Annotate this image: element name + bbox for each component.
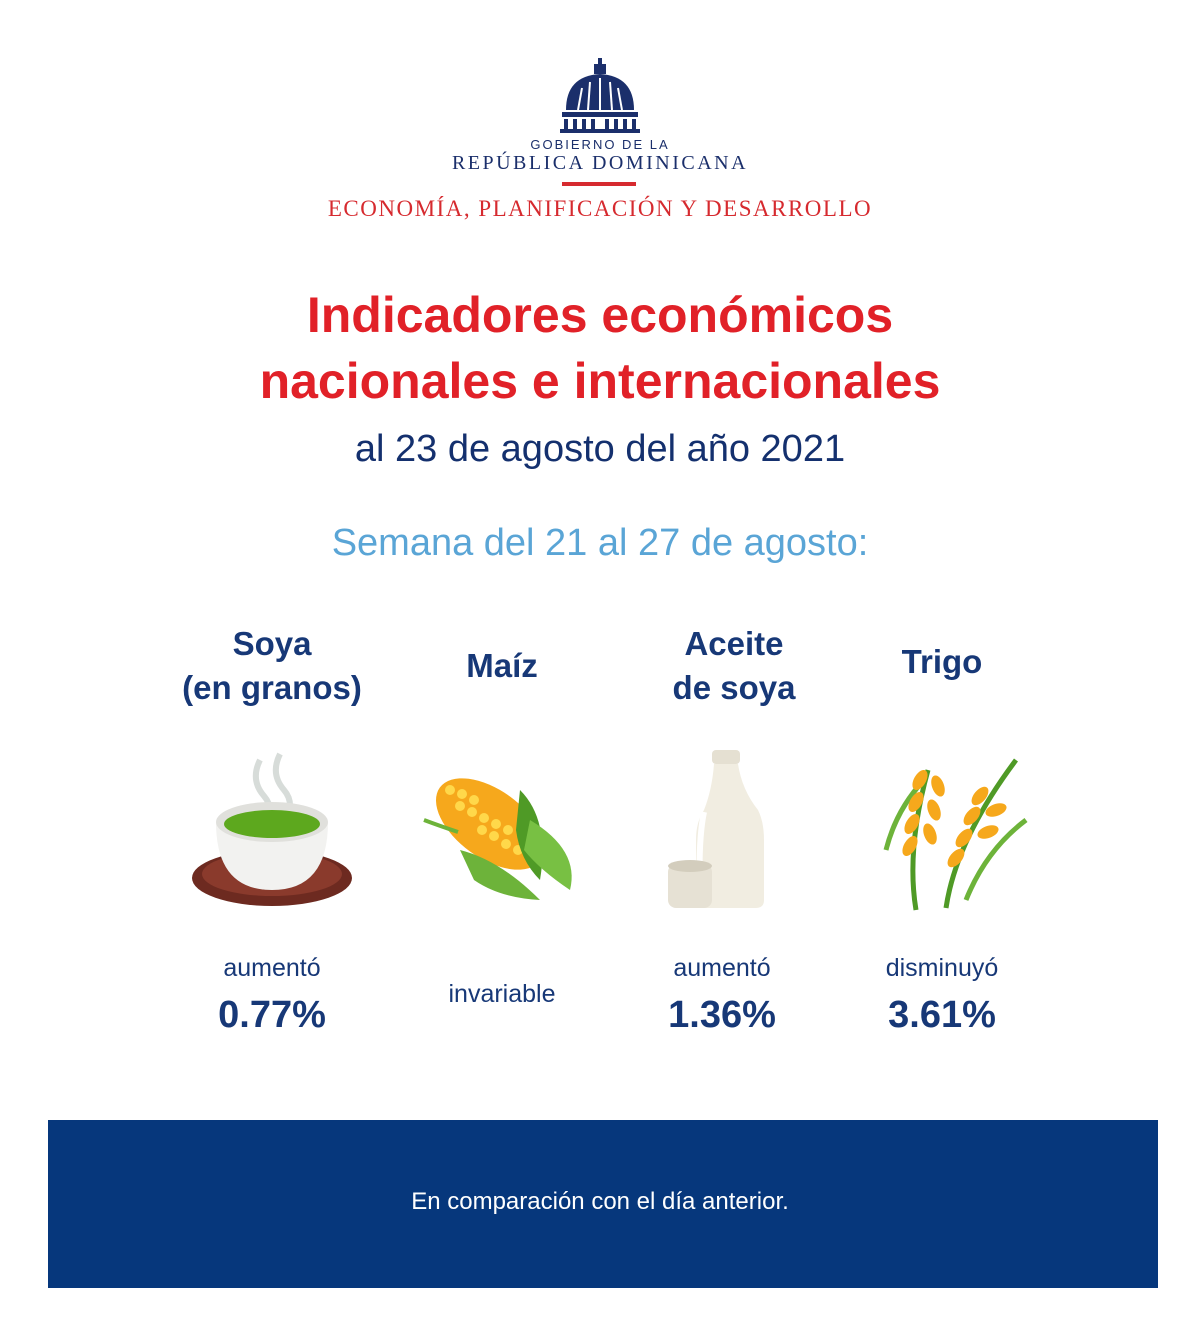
red-divider	[562, 182, 636, 186]
gov-line-2: REPÚBLICA DOMINICANA	[451, 152, 749, 174]
week-range: Semana del 21 al 27 de agosto:	[331, 522, 869, 564]
title-line-2: nacionales e internacionales	[259, 353, 941, 409]
ministry-name: ECONOMÍA, PLANIFICACIÓN Y DESARROLLO	[327, 196, 873, 221]
item-value-trigo: 3.61%	[888, 994, 996, 1036]
bottle-icon	[664, 750, 774, 912]
item-change-maiz: invariable	[448, 980, 556, 1008]
item-change-soya: aumentó	[223, 954, 321, 982]
item-label-line-1: Soya	[232, 625, 312, 662]
government-dome-logo	[560, 58, 640, 134]
item-label-line-1: Trigo	[901, 643, 983, 680]
wheat-icon	[876, 750, 1028, 912]
item-label-line-2: (en granos)	[182, 669, 362, 706]
item-change-trigo: disminuyó	[885, 954, 999, 982]
report-date: al 23 de agosto del año 2021	[354, 428, 846, 470]
item-label-line-2: de soya	[672, 669, 796, 706]
gov-line-1: GOBIERNO DE LA	[530, 137, 670, 152]
item-change-aceite: aumentó	[673, 954, 771, 982]
corn-icon	[420, 760, 586, 912]
item-value-soya: 0.77%	[218, 994, 326, 1036]
item-label-trigo	[792, 640, 1092, 684]
title-line-1: Indicadores económicos	[306, 287, 894, 343]
item-label-line-1: Maíz	[466, 647, 538, 684]
item-value-aceite: 1.36%	[668, 994, 776, 1036]
item-label-line-1: Aceite	[684, 625, 784, 662]
footer-note: En comparación con el día anterior.	[411, 1188, 789, 1215]
tea-cup-icon	[190, 750, 356, 910]
